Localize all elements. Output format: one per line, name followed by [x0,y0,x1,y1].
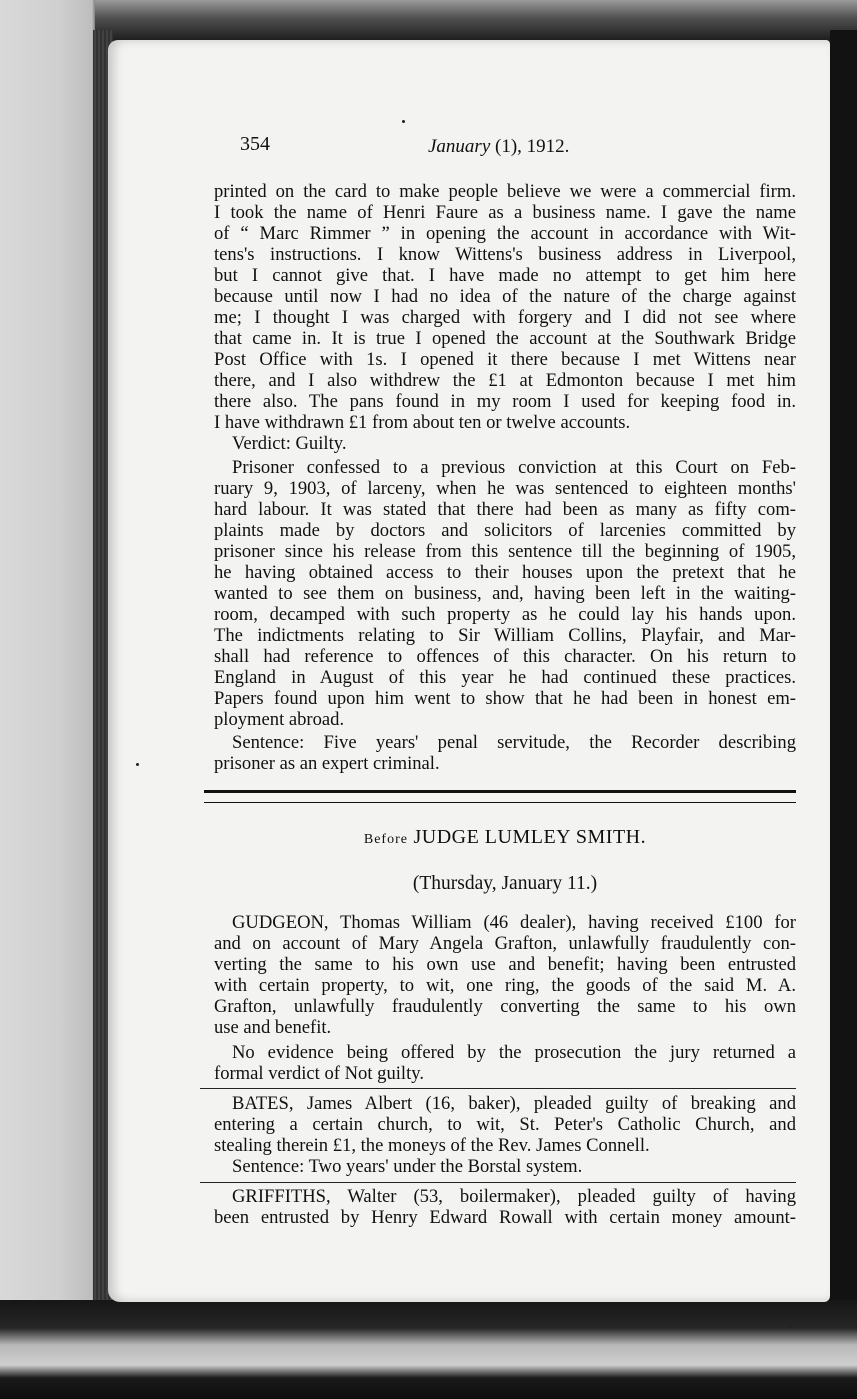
scan-top-shadow [95,0,857,40]
case-divider [200,1182,796,1183]
text-line: printed on the card to make people believe we were a commercial firm. [214,181,796,202]
text-line: formal verdict of Not guilty. [214,1063,424,1084]
judge-name: JUDGE LUMLEY SMITH. [413,826,647,848]
text-line: stealing therein £1, the moneys of the Rev. James Connell. [214,1135,650,1156]
text-line: England in August of this year he had continued these practices. [214,667,796,688]
text-line: but I cannot give that. I have made no attempt to get him here [214,265,796,286]
text-line: ruary 9, 1903, of larceny, when he was sentenced to eighteen months' [214,478,796,499]
text-line: I took the name of Henri Faure as a business name. I gave the name [214,202,796,223]
verdict-line: Verdict: Guilty. [232,433,347,454]
text-line: Papers found upon him went to show that he had been in honest em- [214,688,796,709]
text-line: wanted to see them on business, and, having been left in the waiting- [214,583,796,604]
section-date: (Thursday, January 11.) [412,873,598,894]
text-line: there also. The pans found in my room I used for keeping food in. [214,391,796,412]
text-line: been entrusted by Henry Edward Rowall with certain money amount- [214,1207,796,1228]
scan-speck [790,1325,793,1328]
before-label: Before [363,832,408,847]
text-line: with certain property, to wit, one ring, the goods of the said M. A. [214,975,796,996]
testimony-paragraph [214,181,796,454]
text-line: that came in. It is true I opened the account at the Southwark Bridge [214,328,796,349]
case-divider [200,1088,796,1089]
text-line: Grafton, unlawfully fraudulently converting the same to his own [214,996,796,1017]
griffiths-case [214,1186,796,1228]
text-line: GUDGEON, Thomas William (46 dealer), having received £100 for [232,912,796,933]
scan-right-shadow [830,30,857,1305]
text-line: plaints made by doctors and solicitors of larcenies committed by [214,520,796,541]
text-line: room, decamped with such property as he could lay his hands upon. [214,604,796,625]
text-line: No evidence being offered by the prosecution the jury returned a [232,1042,796,1063]
text-line: and on account of Mary Angela Grafton, unlawfully fraudulently con- [214,933,796,954]
text-line: hard labour. It was stated that there had been as many as fifty com- [214,499,796,520]
section-heading [214,826,796,849]
text-line: The indictments relating to Sir William Collins, Playfair, and Mar- [214,625,796,646]
text-line: shall had reference to offences of this character. On his return to [214,646,796,667]
text-line: I have withdrawn £1 from about ten or twelve accounts. [214,412,631,433]
text-line: me; I thought I was charged with forgery and I did not see where [214,307,796,328]
scan-speck [402,120,405,123]
text-line: Prisoner confessed to a previous conviction at this Court on Feb- [232,457,796,478]
running-title [428,136,569,158]
text-line: Sentence: Two years' under the Borstal system. [232,1156,583,1177]
scan-speck [136,763,139,766]
page-number: 354 [240,133,270,155]
text-line: there, and I also withdrew the £1 at Edmonton because I met him [214,370,796,391]
prior-conviction-paragraph [214,457,796,730]
text-line: he having obtained access to their houses upon the pretext that he [214,562,796,583]
section-divider [204,790,796,803]
text-line: because until now I had no idea of the nature of the charge against [214,286,796,307]
text-line: GRIFFITHS, Walter (53, boilermaker), pleaded guilty of having [232,1186,796,1207]
running-head [240,133,610,161]
text-line: BATES, James Albert (16, baker), pleaded guilty of breaking and [232,1093,796,1114]
text-line: Sentence: Five years' penal servitude, the Recorder describing [232,732,796,753]
text-line: Post Office with 1s. I opened it there because I met Wittens near [214,349,796,370]
gudgeon-case [214,912,796,1038]
text-line: ployment abroad. [214,709,345,730]
text-line: of “ Marc Rimmer ” in opening the account in accordance with Wit- [214,223,796,244]
scan-bottom-shadow [0,1300,857,1399]
text-line: prisoner since his release from this sentence till the beginning of 1905, [214,541,796,562]
bates-case [214,1093,796,1177]
text-line: prisoner as an expert criminal. [214,753,440,774]
gudgeon-outcome [214,1042,796,1084]
sentence-paragraph [214,732,796,774]
text-line: entering a certain church, to wit, St. Peter's Catholic Church, and [214,1114,796,1135]
text-line: use and benefit. [214,1017,332,1038]
running-title-rest: (1), 1912. [495,136,570,157]
running-title-month: January [428,136,491,157]
text-line: tens's instructions. I know Wittens's business address in Liverpool, [214,244,796,265]
text-line: verting the same to his own use and benefit; having been entrusted [214,954,796,975]
